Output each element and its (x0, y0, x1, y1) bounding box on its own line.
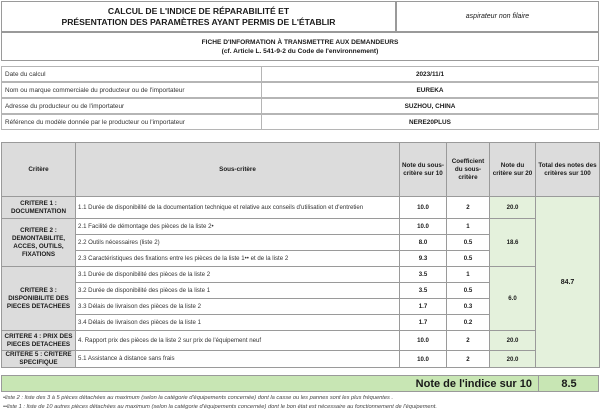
subtitle-line-2: (cf. Article L. 541-9-2 du Code de l'environnement) (221, 47, 379, 55)
criterion-4-name: CRITERE 4 : PRIX DES PIECES DETACHEES (2, 331, 76, 351)
table-header-row (2, 143, 600, 197)
info-value-address: SUZHOU, CHINA (261, 98, 599, 114)
coef-5-1: 2 (447, 351, 490, 368)
footnote-liste-2: •liste 2 : liste des 3 à 5 pièces détachées au maximum (selon la catégorie d'équipements concernée) dont la casse ou les pannes sont les plus fréquentes . (3, 395, 394, 401)
subcriterion-5-1: 5.1 Assistance à distance sans frais (76, 351, 400, 368)
coef-4-1: 2 (447, 331, 490, 351)
subcriterion-4-1: 4. Rapport prix des pièces de la liste 2 sur prix de l'équipement neuf (76, 331, 400, 351)
table-row (2, 351, 600, 368)
coef-3-4: 0.2 (447, 315, 490, 331)
note-2-3: 9.3 (400, 251, 447, 267)
page-title (1, 1, 396, 32)
coef-1-1: 2 (447, 197, 490, 219)
info-value-model: NERE20PLUS (261, 114, 599, 130)
header-sous-critere: Sous-critère (76, 143, 400, 197)
table-row (2, 331, 600, 351)
criterion-5-name: CRITERE 5 : CRITERE SPECIFIQUE (2, 351, 76, 368)
note-3-2: 3.5 (400, 283, 447, 299)
subtitle-line-1: FICHE D'INFORMATION À TRANSMETTRE AUX DEMANDEURS (201, 38, 399, 46)
info-label-date: Date du calcul (1, 66, 261, 82)
product-category: aspirateur non filaire (396, 1, 599, 32)
coef-2-2: 0.5 (447, 235, 490, 251)
note-2-1: 10.0 (400, 219, 447, 235)
coef-2-1: 1 (447, 219, 490, 235)
criteria-table (1, 142, 600, 368)
title-line-1: CALCUL DE L'INDICE DE RÉPARABILITÉ ET (107, 5, 290, 16)
info-label-brand: Nom ou marque commerciale du producteur ou de l'importateur (1, 82, 261, 98)
header-critere: Critère (2, 143, 76, 197)
criterion-5-score: 20.0 (490, 351, 536, 368)
coef-3-3: 0.3 (447, 299, 490, 315)
page-subtitle (1, 32, 599, 61)
info-value-brand: EUREKA (261, 82, 599, 98)
subcriterion-3-1: 3.1 Durée de disponibilité des pièces de la liste 2 (76, 267, 400, 283)
footnote-liste-1: ••liste 1 : liste de 10 autres pièces détachées au maximum (selon la catégorie d'équipements concernée) dont le bon état est nécessaire au fonctionnement de l'équipement. (3, 404, 437, 410)
note-1-1: 10.0 (400, 197, 447, 219)
info-value-date: 2023/11/1 (261, 66, 599, 82)
note-3-3: 1.7 (400, 299, 447, 315)
table-row (2, 219, 600, 235)
subcriterion-2-1: 2.1 Facilité de démontage des pièces de la liste 2• (76, 219, 400, 235)
note-4-1: 10.0 (400, 331, 447, 351)
header-coefficient: Coefficient du sous-critère (447, 143, 490, 197)
index-score-value: 8.5 (538, 375, 599, 392)
criterion-2-score: 18.6 (490, 219, 536, 267)
criterion-4-score: 20.0 (490, 331, 536, 351)
header-note-sous-critere: Note du sous-critère sur 10 (400, 143, 447, 197)
note-3-4: 1.7 (400, 315, 447, 331)
criterion-2-name: CRITERE 2 : DEMONTABILITE, ACCES, OUTILS, FIXATIONS (2, 219, 76, 267)
title-line-2: PRÉSENTATION DES PARAMÈTRES AYANT PERMIS DE L'ÉTABLIR (61, 16, 336, 27)
table-row (2, 197, 600, 219)
coef-3-2: 0.5 (447, 283, 490, 299)
criterion-1-score: 20.0 (490, 197, 536, 219)
coef-3-1: 1 (447, 267, 490, 283)
table-row (2, 267, 600, 283)
index-score-label: Note de l'indice sur 10 (415, 377, 532, 390)
note-5-1: 10.0 (400, 351, 447, 368)
note-3-1: 3.5 (400, 267, 447, 283)
subcriterion-2-2: 2.2 Outils nécessaires (liste 2) (76, 235, 400, 251)
subcriterion-3-2: 3.2 Durée de disponibilité des pièces de la liste 1 (76, 283, 400, 299)
total-score: 84.7 (536, 197, 600, 368)
criterion-3-score: 6.0 (490, 267, 536, 331)
header-note-critere: Note du critère sur 20 (490, 143, 536, 197)
header-total: Total des notes des critères sur 100 (536, 143, 600, 197)
subcriterion-1-1: 1.1 Durée de disponibilité de la documentation technique et relative aux conseils d'utilisation et d'entretien (76, 197, 400, 219)
coef-2-3: 0.5 (447, 251, 490, 267)
info-label-model: Référence du modèle donnée par le producteur ou l'importateur (1, 114, 261, 130)
subcriterion-3-4: 3.4 Délais de livraison des pièces de la liste 1 (76, 315, 400, 331)
note-2-2: 8.0 (400, 235, 447, 251)
subcriterion-3-3: 3.3 Délais de livraison des pièces de la liste 2 (76, 299, 400, 315)
subcriterion-2-3: 2.3 Caractéristiques des fixations entre les pièces de la liste 1•• et de la liste 2 (76, 251, 400, 267)
info-label-address: Adresse du producteur ou de l'importateur (1, 98, 261, 114)
criterion-1-name: CRITERE 1 : DOCUMENTATION (2, 197, 76, 219)
criterion-3-name: CRITERE 3 : DISPONIBILITE DES PIECES DETACHEES (2, 267, 76, 331)
